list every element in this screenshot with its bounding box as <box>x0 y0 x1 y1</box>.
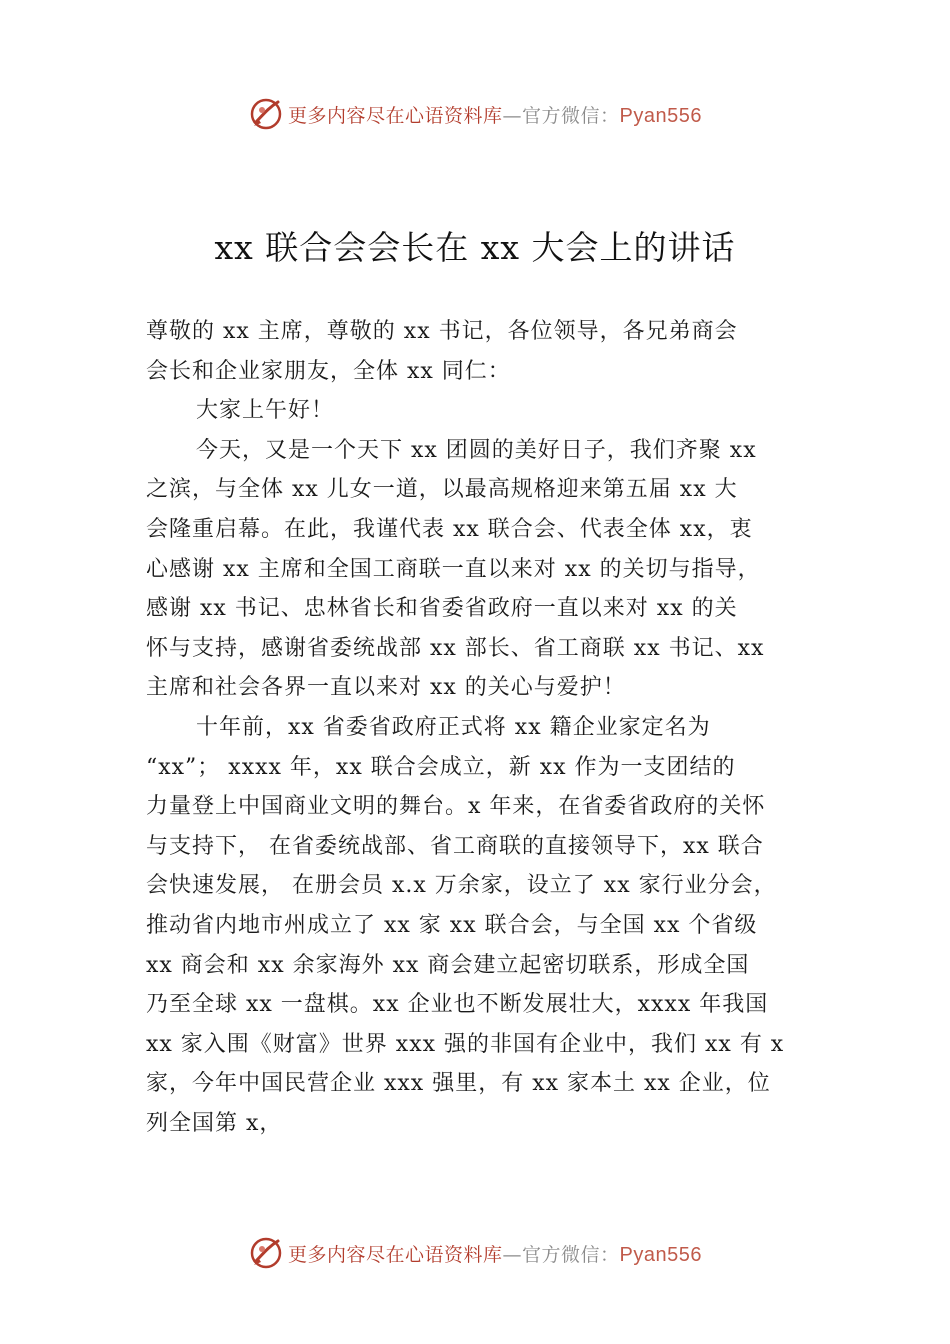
text-line: xx 家入围《财富》世界 xxx 强的非国有企业中，我们 xx 有 x <box>146 1031 785 1057</box>
document-body <box>146 312 846 1143</box>
text-line: 会长和企业家朋友，全体 xx 同仁： <box>146 358 511 384</box>
text-line: 推动省内地市州成立了 xx 家 xx 联合会，与全国 xx 个省级 <box>146 912 758 938</box>
text-line: 心感谢 xx 主席和全国工商联一直以来对 xx 的关切与指导， <box>146 556 761 582</box>
banner-text <box>288 1240 702 1267</box>
text-line: 力量登上中国商业文明的舞台。x 年来，在省委省政府的关怀 <box>146 794 766 820</box>
text-line: 感谢 xx 书记、忠林省长和省委省政府一直以来对 xx 的关 <box>146 596 738 622</box>
banner-dash: — <box>502 1243 523 1266</box>
text-line: 会隆重启幕。在此，我谨代表 xx 联合会、代表全体 xx，衷 <box>146 516 753 542</box>
banner-wechat-id: Pyan556 <box>619 104 702 127</box>
text-line: 列全国第 x， <box>146 1110 283 1136</box>
pen-logo-icon <box>248 1235 284 1271</box>
footer-banner <box>0 1233 950 1273</box>
text-line: 家，今年中国民营企业 xxx 强里，有 xx 家本土 xx 企业，位 <box>146 1071 771 1097</box>
text-line: 乃至全球 xx 一盘棋。xx 企业也不断发展壮大，xxxx 年我国 <box>146 992 769 1018</box>
text-line: “xx”； xxxx 年，xx 联合会成立，新 xx 作为一支团结的 <box>146 754 736 780</box>
banner-label: 官方微信： <box>522 104 620 127</box>
banner-wechat-id: Pyan556 <box>619 1243 702 1266</box>
banner-brand: 更多内容尽在心语资料库 <box>288 1243 503 1266</box>
banner-dash: — <box>502 104 523 127</box>
text-line: 怀与支持，感谢省委统战部 xx 部长、省工商联 xx 书记、xx <box>146 635 765 661</box>
text-line: 尊敬的 xx 主席，尊敬的 xx 书记，各位领导，各兄弟商会 <box>146 319 738 344</box>
text-line: 主席和社会各界一直以来对 xx 的关心与爱护！ <box>146 675 626 701</box>
text-line: xx 商会和 xx 余家海外 xx 商会建立起密切联系，形成全国 <box>146 952 750 978</box>
banner-brand: 更多内容尽在心语资料库 <box>288 104 503 127</box>
text-line: 大家上午好！ <box>196 398 335 424</box>
header-banner <box>0 94 950 134</box>
pen-logo-icon <box>248 96 284 132</box>
banner-text <box>288 101 702 128</box>
text-line: 十年前，xx 省委省政府正式将 xx 籍企业家定名为 <box>196 714 711 740</box>
text-line: 会快速发展， 在册会员 x.x 万余家，设立了 xx 家行业分会， <box>146 873 777 899</box>
document-title: xx 联合会会长在 xx 大会上的讲话 <box>214 228 736 267</box>
text-line: 今天，又是一个天下 xx 团圆的美好日子，我们齐聚 xx <box>196 437 757 463</box>
banner-label: 官方微信： <box>522 1243 620 1266</box>
text-line: 之滨，与全体 xx 儿女一道，以最高规格迎来第五届 xx 大 <box>146 477 738 503</box>
text-line: 与支持下， 在省委统战部、省工商联的直接领导下，xx 联合 <box>146 833 764 859</box>
